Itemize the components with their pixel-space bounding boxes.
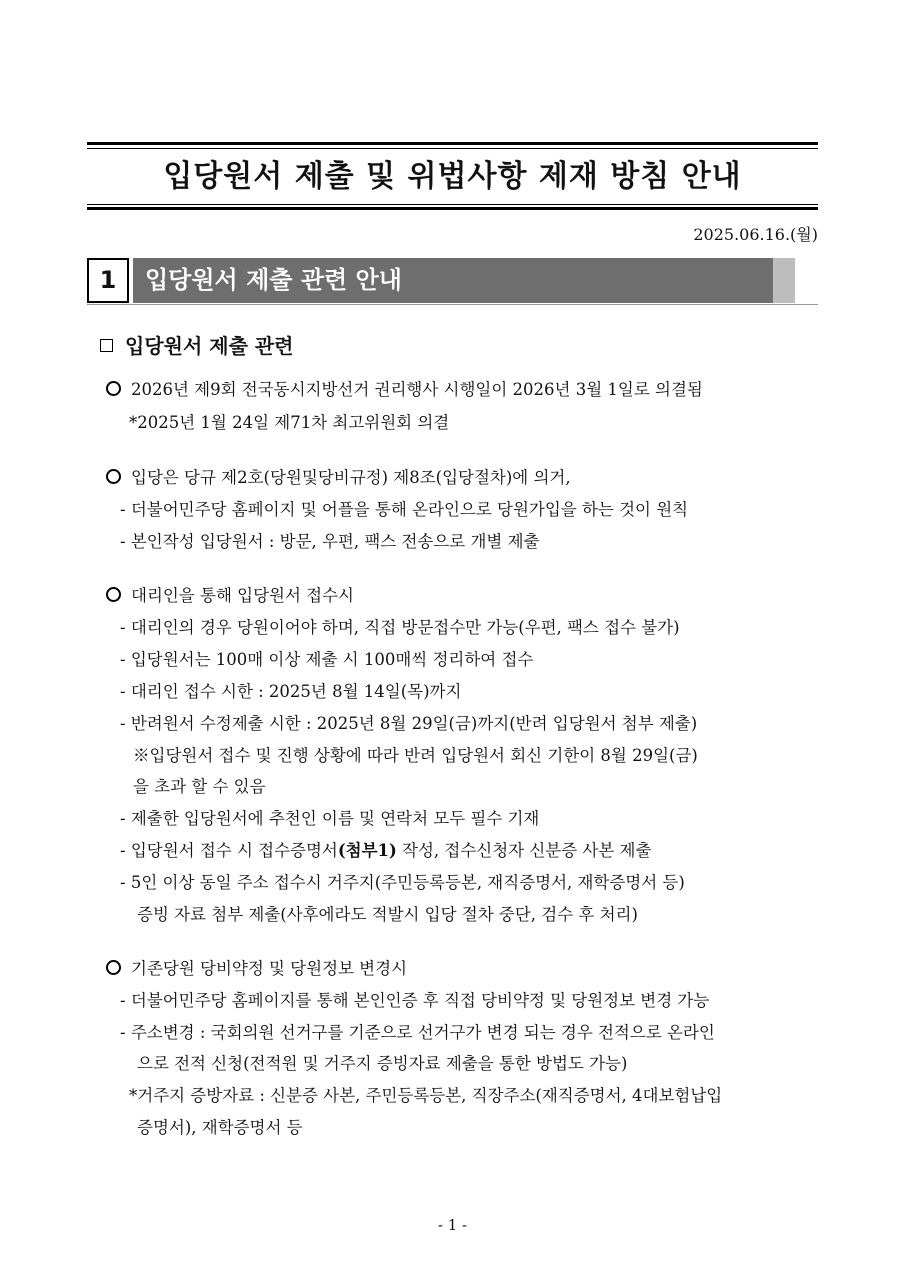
- page-number: - 1 -: [437, 1216, 468, 1234]
- title-bottom-thin-rule: [87, 204, 818, 205]
- circle-bullet-icon: [106, 469, 121, 484]
- circle-bullet-icon: [106, 960, 121, 975]
- circle-bullet-icon: [106, 381, 121, 396]
- block1-note: *2025년 1월 24일 제71차 최고위원회 의결: [129, 413, 450, 432]
- block3-note-cont: 을 초과 할 수 있음: [133, 777, 266, 796]
- block3-item-attachment: - 입당원서 접수 시 접수증명서(첨부1) 작성, 접수신청자 신분증 사본 제출: [120, 841, 652, 860]
- title-top-thin-rule: [87, 148, 818, 149]
- section-number: 1: [87, 258, 129, 303]
- block1-main: 2026년 제9회 전국동시지방선거 권리행사 시행일이 2026년 3월 1일로 의결됨: [106, 376, 703, 400]
- square-bullet-icon: [100, 339, 113, 352]
- block4-main: 기존당원 당비약정 및 당원정보 변경시: [106, 955, 407, 979]
- block3-item-cont: 증빙 자료 첨부 제출(사후에라도 적발시 입당 절차 중단, 검수 후 처리): [137, 905, 638, 924]
- title-top-rule: [87, 142, 818, 145]
- block4-item: - 더불어민주당 홈페이지를 통해 본인인증 후 직접 당비약정 및 당원정보 변경 가능: [120, 991, 710, 1010]
- section-header: [87, 258, 818, 303]
- block4-note: *거주지 증방자료 : 신분증 사본, 주민등록등본, 직장주소(재직증명서, 4대보험납입: [129, 1086, 723, 1105]
- block4-item: - 주소변경 : 국회의원 선거구를 기준으로 선거구가 변경 되는 경우 전적으로 온라인: [120, 1023, 715, 1042]
- block3-main: 대리인을 통해 입당원서 접수시: [106, 582, 354, 606]
- block3-item: - 대리인의 경우 당원이어야 하며, 직접 방문접수만 가능(우편, 팩스 접수 불가): [120, 618, 680, 637]
- block3-item: - 5인 이상 동일 주소 접수시 거주지(주민등록등본, 재직증명서, 재학증명서 등): [120, 873, 685, 892]
- section-bar-end: [773, 258, 795, 303]
- section-label: 입당원서 제출 관련 안내: [145, 266, 402, 294]
- subheading-text: 입당원서 제출 관련: [125, 334, 294, 358]
- subheading: [100, 330, 294, 359]
- block4-note-cont: 증명서), 재학증명서 등: [137, 1118, 303, 1137]
- block3-item: - 반려원서 수정제출 시한 : 2025년 8월 29일(금)까지(반려 입당원서 첨부 제출): [120, 714, 698, 733]
- block2-main: 입당은 당규 제2호(당원및당비규정) 제8조(입당절차)에 의거,: [106, 464, 571, 488]
- attachment-ref: (첨부1): [337, 841, 397, 860]
- block3-item: - 입당원서는 100매 이상 제출 시 100매씩 정리하여 접수: [120, 650, 534, 669]
- circle-bullet-icon: [106, 587, 121, 602]
- section-underline: [87, 304, 818, 305]
- block3-note: ※입당원서 접수 및 진행 상황에 따라 반려 입당원서 회신 기한이 8월 29일(금): [133, 746, 698, 765]
- block4-item-cont: 으로 전적 신청(전적원 및 거주지 증빙자료 제출을 통한 방법도 가능): [137, 1054, 628, 1073]
- document-title: 입당원서 제출 및 위법사항 제재 방침 안내: [163, 159, 742, 194]
- block3-item: - 제출한 입당원서에 추천인 이름 및 연락처 모두 필수 기재: [120, 809, 540, 828]
- block2-item: - 더불어민주당 홈페이지 및 어플을 통해 온라인으로 당원가입을 하는 것이 원칙: [120, 500, 689, 519]
- document-date: 2025.06.16.(월): [693, 225, 818, 244]
- block2-item: - 본인작성 입당원서 : 방문, 우편, 팩스 전송으로 개별 제출: [120, 532, 540, 551]
- block3-item: - 대리인 접수 시한 : 2025년 8월 14일(목)까지: [120, 682, 462, 701]
- title-bottom-rule: [87, 207, 818, 210]
